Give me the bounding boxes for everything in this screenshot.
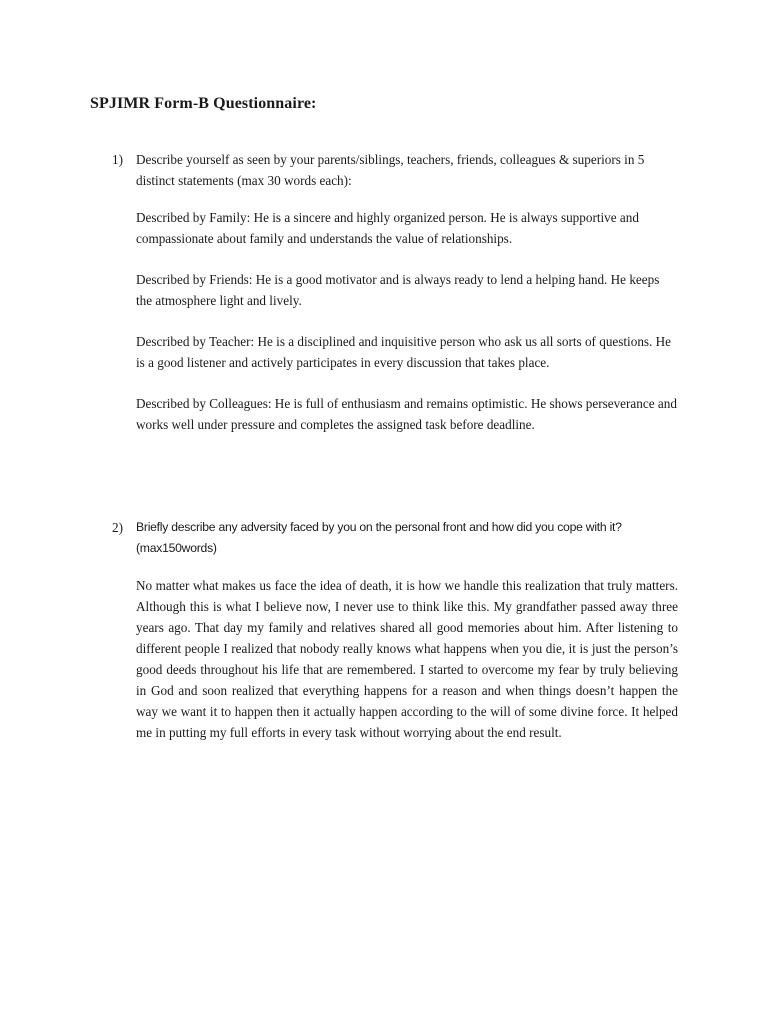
answer-adversity: No matter what makes us face the idea of death, it is how we handle this realization that truly matters. Although this is what I believe now, I never use to think like this. My grandfather passed away three years ago. That day my family and relatives shared all good memories about him. After listening to different people I realized that nobody really knows what happens when you die, it is just the person’s good deeds throughout his life that are remembered. I started to overcome my fear by truly believing in God and soon realized that everything happens for a reason and when things doesn’t happen the way we want it to happen then it actually happen according to the will of some divine force. It helped me in putting my full efforts in every task without worrying about the end result. [136,578,678,740]
question-number: 1) [112,152,123,167]
question-body [136,517,678,743]
question-prompt: Describe yourself as seen by your parents/siblings, teachers, friends, colleagues & superiors in 5 distinct statements (max 30 words each): [136,152,645,188]
question-body [136,149,678,435]
question-prompt: Briefly describe any adversity faced by you on the personal front and how did you cope with it? (max150words) [136,520,622,555]
answer-teacher: Described by Teacher: He is a disciplined and inquisitive person who ask us all sorts of questions. He is a good listener and actively participates in every discussion that takes place. [136,334,672,370]
document-title: SPJIMR Form-B Questionnaire: [90,95,317,112]
question-number: 2) [112,520,123,535]
answer-friends: Described by Friends: He is a good motivator and is always ready to lend a helping hand. He keeps the atmosphere light and lively. [136,272,660,308]
answer-colleagues: Described by Colleagues: He is full of enthusiasm and remains optimistic. He shows perseverance and works well under pressure and completes the assigned task before deadline. [136,396,677,432]
answer-family: Described by Family: He is a sincere and highly organized person. He is always supportive and compassionate about family and understands the value of relationships. [136,210,639,246]
